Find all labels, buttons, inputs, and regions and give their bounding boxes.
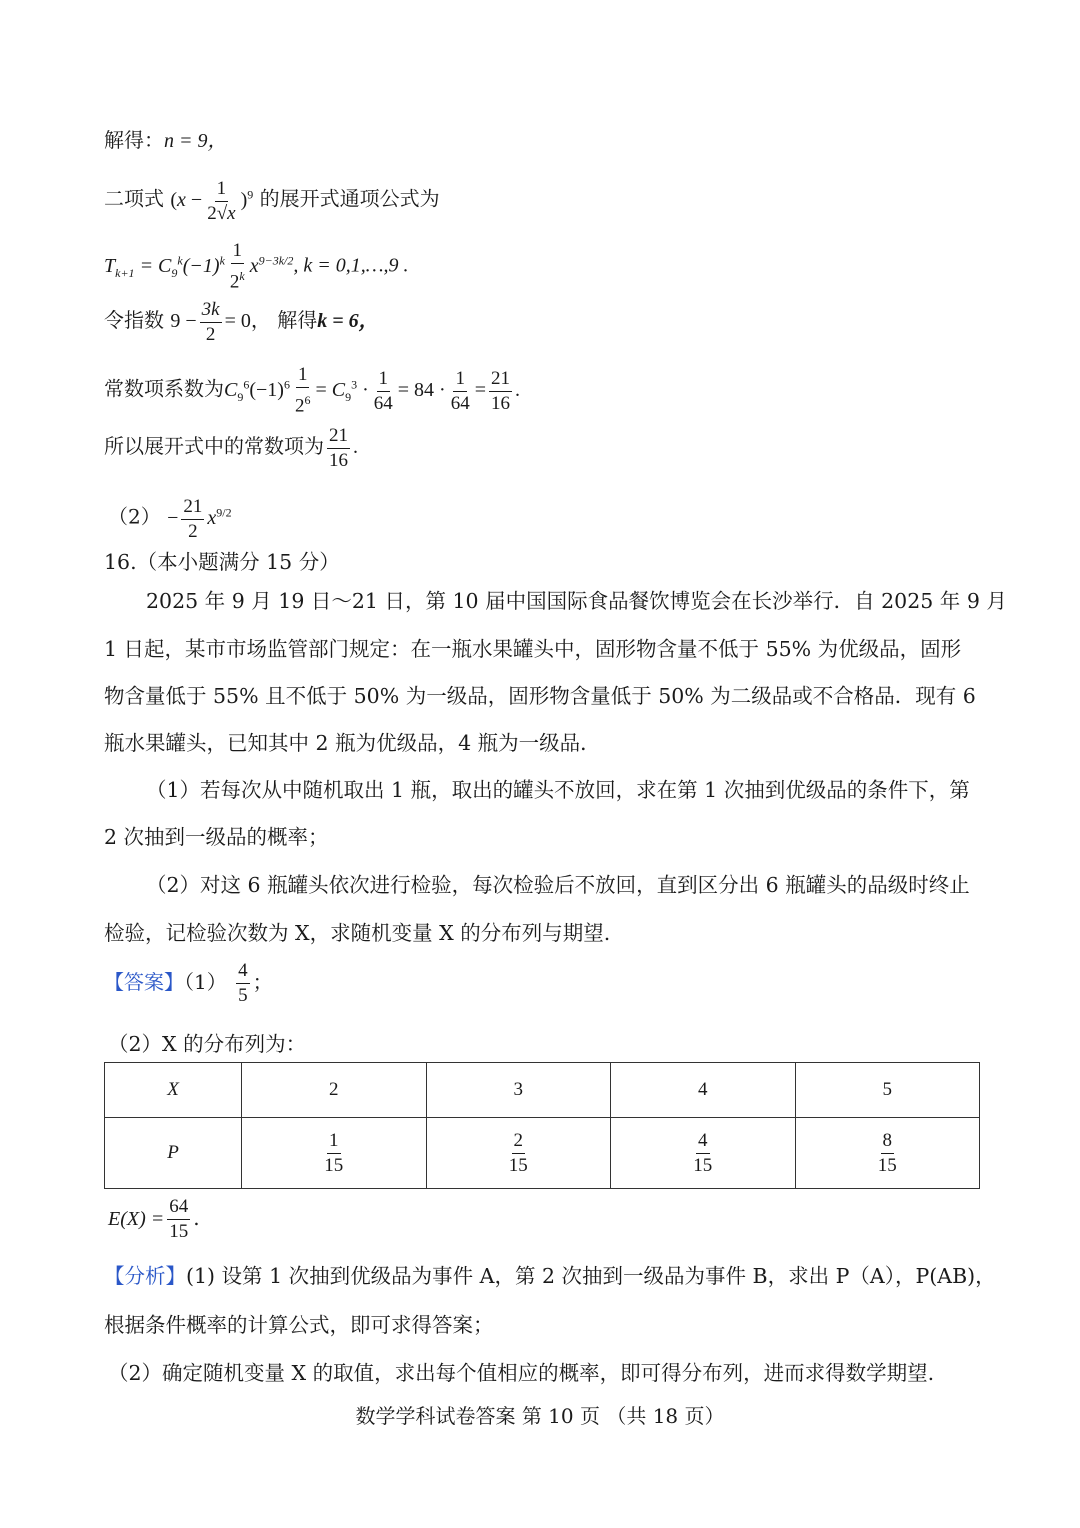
table-cell-p (611, 1118, 796, 1189)
binomial-line (104, 170, 440, 226)
prob-den: 15 (324, 1154, 344, 1176)
p-label: P (167, 1142, 179, 1163)
expectation-den: 15 (169, 1221, 189, 1242)
binomial-prefix: 二项式 (104, 186, 164, 211)
x-label: X (167, 1079, 179, 1100)
part2-result-expr: − $\frac{21}{2}$ $x^{9/2}$ (167, 495, 232, 542)
prob-den: 15 (693, 1154, 713, 1176)
prob-num: 2 (512, 1129, 526, 1154)
table-cell-x: 3 (426, 1063, 611, 1118)
solve-n-line (104, 126, 228, 155)
frac-1-over-2-6: $\frac{1}{2^6}$ (294, 364, 311, 417)
table-cell-p (426, 1118, 611, 1189)
general-term-formula: $T_{k+1} = C_9^k(-1)^k$ $\frac{1}{2^k}$ $x^{9-3k/2}$ (104, 240, 294, 293)
analysis-tag: 【分析】 (104, 1264, 186, 1288)
page-footer: 数学学科试卷答案 第 10 页 （共 18 页） (355, 1404, 725, 1428)
solve-n-expr: n = 9， (164, 130, 228, 152)
table-cell-x: 2 (242, 1063, 427, 1118)
prob-num: 8 (881, 1129, 895, 1154)
sub-question-2b: 检验，记检验次数为 X，求随机变量 X 的分布列与期望. (104, 921, 611, 945)
expectation-fraction (167, 1195, 190, 1244)
frac-3k-over-2: $\frac{3k}{2}$ (201, 298, 220, 345)
frac-1-over-64: $\frac{1}{64}$ (373, 367, 393, 414)
constant-coef-prefix: 常数项系数为 (104, 376, 224, 401)
term-range: , k = 0,1,…,9 . (293, 254, 409, 277)
table-header-x (105, 1063, 242, 1118)
answer-part1-label: （1） (184, 970, 227, 994)
question-number: 16.（本小题满分 15 分） (104, 550, 340, 574)
exponent-equation: 9 − $\frac{3k}{2}$ = 0， (170, 298, 271, 345)
constant-coef-line (104, 360, 520, 421)
constant-term-value: $\frac{21}{16}$ . (329, 424, 358, 471)
sub-question-2a: （2）对这 6 瓶罐头依次进行检验，每次检验后不放回，直到区分出 6 瓶罐头的品级时终止 (146, 873, 970, 897)
frac-21-over-2: $\frac{21}{2}$ (183, 495, 203, 542)
binomial-expression: (x − $\frac{1}{2√x}$ )$^9$ (170, 177, 254, 224)
table-row-x (105, 1063, 980, 1118)
prob-fraction (691, 1129, 714, 1178)
question-paragraph-3: 物含量低于 55% 且不低于 50% 为一级品，固形物含量低于 50% 为二级品或不合格品．现有 6 (104, 684, 976, 708)
prob-den: 15 (508, 1154, 528, 1176)
expectation-end: . (193, 1206, 200, 1230)
part2-result-line (108, 488, 232, 544)
frac-1-over-2k: $\frac{1}{2^k}$ (229, 240, 245, 293)
exponent-result: k = 6， (317, 310, 379, 332)
frac-1-over-64-b: $\frac{1}{64}$ (450, 367, 470, 414)
question-paragraph-2: 1 日起，某市市场监管部门规定：在一瓶水果罐头中，固形物含量不低于 55% 为优级品，固形 (104, 637, 962, 661)
frac-1-over-2sqrtx: $\frac{1}{2√x}$ (207, 177, 236, 224)
analysis-line-2: 根据条件概率的计算公式，即可求得答案； (104, 1313, 494, 1337)
analysis-text-1: (1) 设第 1 次抽到优级品为事件 A，第 2 次抽到一级品为事件 B，求出 P（A），P(AB)， (186, 1264, 996, 1288)
constant-coef-expression: $C_9^6(-1)^6$ $\frac{1}{2^6}$ = $C_9^3$ · $\frac{1}{64}$ = 84 · $\frac{1}{64}$ = $\frac{21}{16}$ . (224, 364, 520, 417)
distribution-table (104, 1062, 980, 1189)
question-paragraph-1: 2025 年 9 月 19 日～21 日，第 10 届中国国际食品餐饮博览会在长沙举行．自 2025 年 9 月 (146, 589, 1007, 613)
frac-21-over-16: $\frac{21}{16}$ (490, 367, 510, 414)
sub-question-1b: 2 次抽到一级品的概率； (104, 825, 329, 849)
analysis-line-3: （2）确定随机变量 X 的取值，求出每个值相应的概率，即可得分布列，进而求得数学期望. (108, 1361, 935, 1385)
term-symbol: T (104, 254, 116, 277)
sub-question-1a: （1）若每次从中随机取出 1 瓶，取出的罐头不放回，求在第 1 次抽到优级品的条件下，第 (146, 778, 970, 802)
prob-fraction (322, 1129, 345, 1178)
exponent-prefix: 令指数 (104, 308, 164, 332)
answer-part2-intro: （2）X 的分布列为： (108, 1032, 307, 1056)
prob-fraction (876, 1129, 899, 1178)
table-cell-x: 5 (795, 1063, 980, 1118)
expectation-lhs: E(X) = (108, 1208, 165, 1230)
table-row-p (105, 1118, 980, 1189)
expectation-line (108, 1194, 200, 1244)
prob-fraction (507, 1129, 530, 1178)
part2-label: （2） (108, 504, 161, 529)
prob-num: 1 (327, 1129, 341, 1154)
answer-part1-num: 4 (236, 959, 250, 984)
exponent-line (104, 296, 379, 347)
answer-part1-end: ； (252, 970, 273, 994)
answer-tag: 【答案】 (104, 970, 184, 994)
question-paragraph-4: 瓶水果罐头，已知其中 2 瓶为优级品，4 瓶为一级品． (104, 731, 601, 755)
constant-term-prefix: 所以展开式中的常数项为 (104, 434, 324, 458)
prob-den: 15 (877, 1154, 897, 1176)
answer-line (104, 958, 273, 1008)
analysis-line-1 (104, 1259, 996, 1289)
answer-part1-den: 5 (238, 985, 248, 1006)
table-cell-p (795, 1118, 980, 1189)
answer-part1-fraction (236, 959, 250, 1008)
constant-term-line (104, 422, 358, 473)
prob-num: 4 (696, 1129, 710, 1154)
general-term-line (104, 236, 409, 297)
table-header-p (105, 1118, 242, 1189)
solve-n-prefix: 解得： (104, 128, 164, 152)
frac-21-over-16-b: $\frac{21}{16}$ (329, 424, 348, 471)
table-cell-x: 4 (611, 1063, 796, 1118)
exponent-suffix: 解得 (277, 308, 318, 332)
table-cell-p (242, 1118, 427, 1189)
expectation-num: 64 (167, 1195, 190, 1220)
binomial-suffix: 的展开式通项公式为 (259, 186, 440, 211)
